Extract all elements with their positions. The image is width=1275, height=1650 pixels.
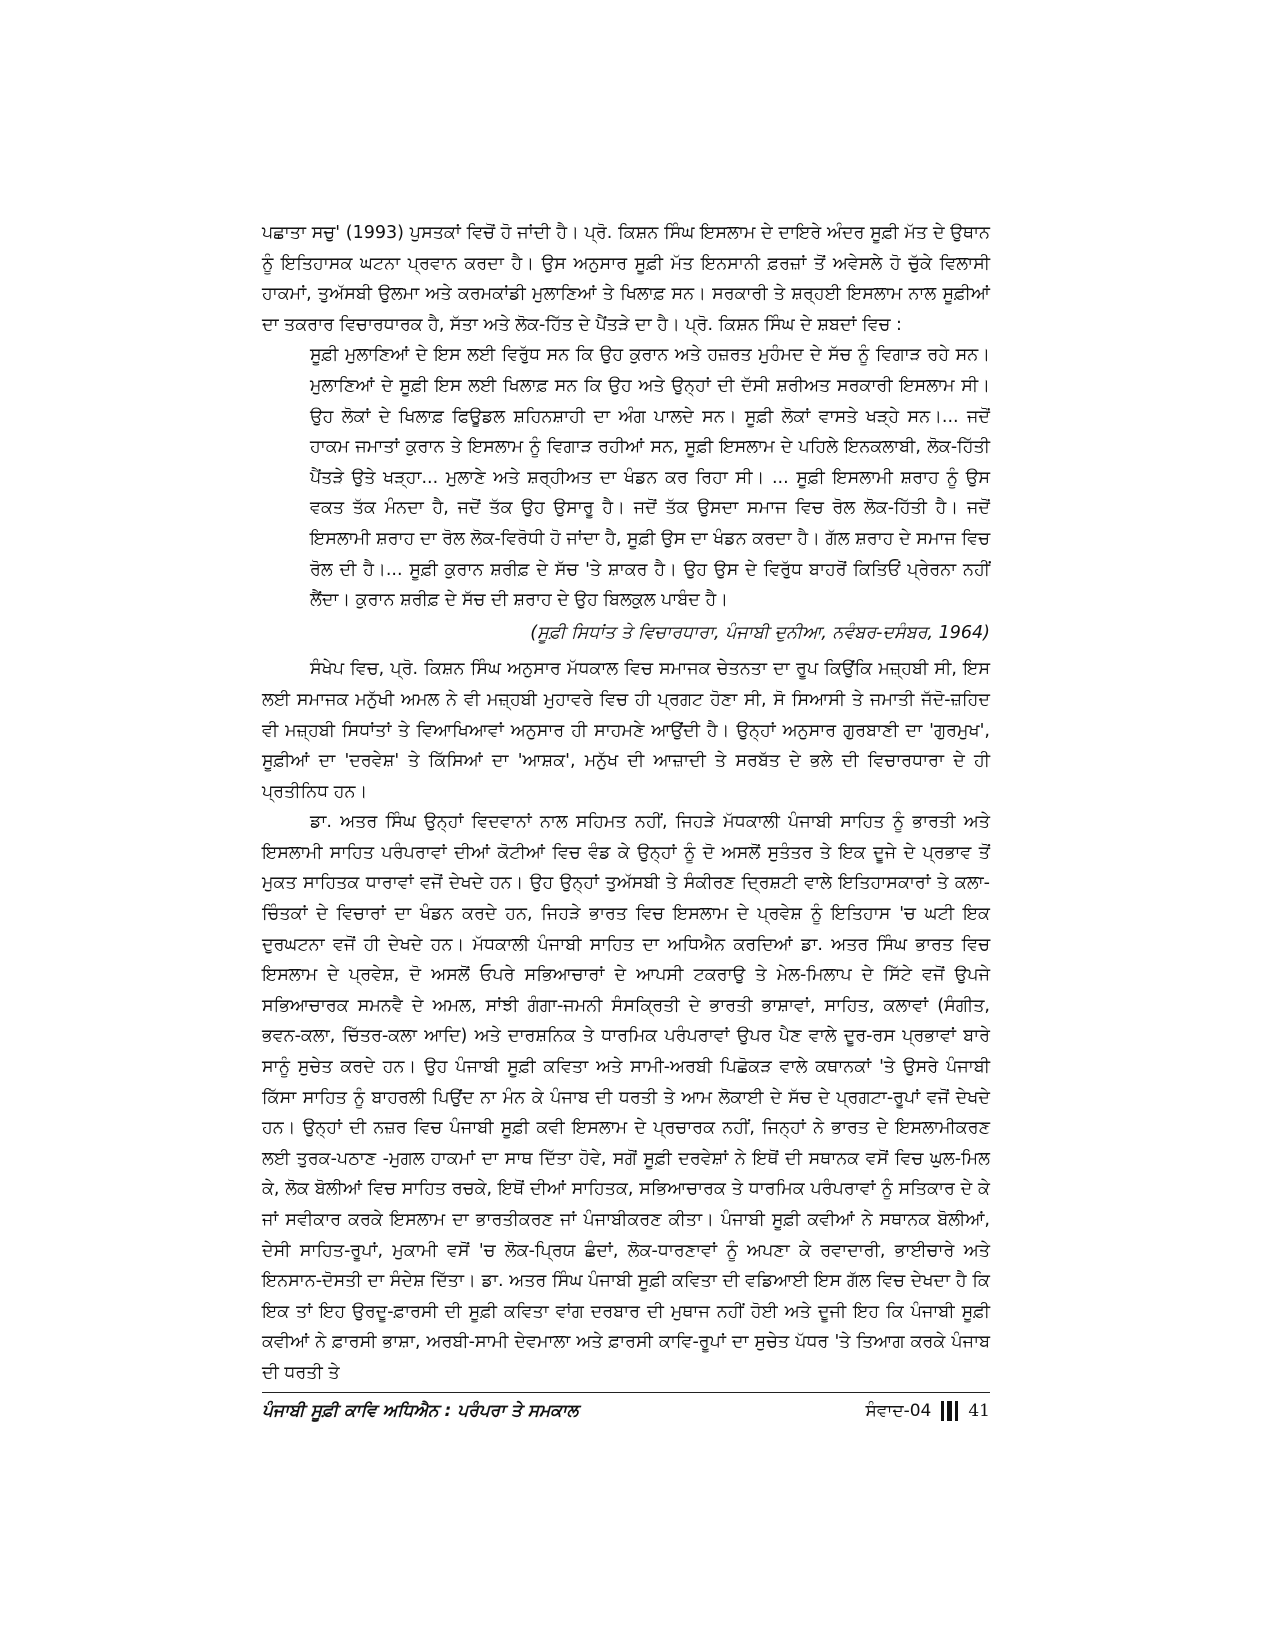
footer-series: ਸੰਵਾਦ-04 <box>865 1401 932 1421</box>
page-number: 41 <box>968 1401 990 1421</box>
block-quote: ਸੂਫ਼ੀ ਮੁਲਾਣਿਆਂ ਦੇ ਇਸ ਲਈ ਵਿਰੁੱਧ ਸਨ ਕਿ ਉਹ ਕੁਰਾਨ ਅਤੇ ਹਜ਼ਰਤ ਮੁਹੰਮਦ ਦੇ ਸੱਚ ਨੂੰ ਵਿਗਾੜ ਰਹੇ ਸਨ। ਮੁਲਾਣਿਆਂ ਦੇ ਸੂਫ਼ੀ ਇਸ ਲਈ ਖਿਲਾਫ਼ ਸਨ ਕਿ ਉਹ ਅਤੇ ਉਨ੍ਹਾਂ ਦੀ ਦੱਸੀ ਸ਼ਰੀਅਤ ਸਰਕਾਰੀ ਇਸਲਾਮ ਸੀ। ਉਹ ਲੋਕਾਂ ਦੇ ਖਿਲਾਫ਼ ਫਿਊਡਲ ਸ਼ਹਿਨਸ਼ਾਹੀ ਦਾ ਅੰਗ ਪਾਲਦੇ ਸਨ। ਸੂਫ਼ੀ ਲੋਕਾਂ ਵਾਸਤੇ ਖੜ੍ਹੇ ਸਨ।... ਜਦੋਂ ਹਾਕਮ ਜਮਾਤਾਂ ਕੁਰਾਨ ਤੇ ਇਸਲਾਮ ਨੂੰ ਵਿਗਾੜ ਰਹੀਆਂ ਸਨ, ਸੂਫ਼ੀ ਇਸਲਾਮ ਦੇ ਪਹਿਲੇ ਇਨਕਲਾਬੀ, ਲੋਕ-ਹਿੱਤੀ ਪੈਂਤੜੇ ਉਤੇ ਖੜ੍ਹਾ... ਮੁਲਾਣੇ ਅਤੇ ਸ਼ਰ੍ਹੀਅਤ ਦਾ ਖੰਡਨ ਕਰ ਰਿਹਾ ਸੀ। ... ਸੂਫ਼ੀ ਇਸਲਾਮੀ ਸ਼ਰਾਹ ਨੂੰ ਉਸ ਵਕਤ ਤੱਕ ਮੰਨਦਾ ਹੈ, ਜਦੋਂ ਤੱਕ ਉਹ ਉਸਾਰੂ ਹੈ। ਜਦੋਂ ਤੱਕ ਉਸਦਾ ਸਮਾਜ ਵਿਚ ਰੋਲ ਲੋਕ-ਹਿੱਤੀ ਹੈ। ਜਦੋਂ ਇਸਲਾਮੀ ਸ਼ਰਾਹ ਦਾ ਰੋਲ ਲੋਕ-ਵਿਰੋਧੀ ਹੋ ਜਾਂਦਾ ਹੈ, ਸੂਫ਼ੀ ਉਸ ਦਾ ਖੰਡਨ ਕਰਦਾ ਹੈ। ਗੱਲ ਸ਼ਰਾਹ ਦੇ ਸਮਾਜ ਵਿਚ ਰੋਲ ਦੀ ਹੈ।... ਸੂਫ਼ੀ ਕੁਰਾਨ ਸ਼ਰੀਫ਼ ਦੇ ਸੱਚ 'ਤੇ ਸ਼ਾਕਰ ਹੈ। ਉਹ ਉਸ ਦੇ ਵਿਰੁੱਧ ਬਾਹਰੋਂ ਕਿਤਿਓਂ ਪ੍ਰੇਰਨਾ ਨਹੀਂ ਲੈਂਦਾ। ਕੁਰਾਨ ਸ਼ਰੀਫ਼ ਦੇ ਸੱਚ ਦੀ ਸ਼ਰਾਹ ਦੇ ਉਹ ਬਿਲਕੁਲ ਪਾਬੰਦ ਹੈ। <box>310 345 990 611</box>
page-footer <box>262 1392 990 1421</box>
bars-icon <box>941 1401 958 1421</box>
paragraph-atar-singh: ਡਾ. ਅਤਰ ਸਿੰਘ ਉਨ੍ਹਾਂ ਵਿਦਵਾਨਾਂ ਨਾਲ ਸਹਿਮਤ ਨਹੀਂ, ਜਿਹੜੇ ਮੱਧਕਾਲੀ ਪੰਜਾਬੀ ਸਾਹਿਤ ਨੂੰ ਭਾਰਤੀ ਅਤੇ ਇਸਲਾਮੀ ਸਾਹਿਤ ਪਰੰਪਰਾਵਾਂ ਦੀਆਂ ਕੋਟੀਆਂ ਵਿਚ ਵੰਡ ਕੇ ਉਨ੍ਹਾਂ ਨੂੰ ਦੋ ਅਸਲੋਂ ਸੁਤੰਤਰ ਤੇ ਇਕ ਦੂਜੇ ਦੇ ਪ੍ਰਭਾਵ ਤੋਂ ਮੁਕਤ ਸਾਹਿਤਕ ਧਾਰਾਵਾਂ ਵਜੋਂ ਦੇਖਦੇ ਹਨ। ਉਹ ਉਨ੍ਹਾਂ ਤੁਅੱਸਬੀ ਤੇ ਸੰਕੀਰਣ ਦ੍ਰਿਸ਼ਟੀ ਵਾਲੇ ਇਤਿਹਾਸਕਾਰਾਂ ਤੇ ਕਲਾ-ਚਿੰਤਕਾਂ ਦੇ ਵਿਚਾਰਾਂ ਦਾ ਖੰਡਨ ਕਰਦੇ ਹਨ, ਜਿਹੜੇ ਭਾਰਤ ਵਿਚ ਇਸਲਾਮ ਦੇ ਪ੍ਰਵੇਸ਼ ਨੂੰ ਇਤਿਹਾਸ 'ਚ ਘਟੀ ਇਕ ਦੁਰਘਟਨਾ ਵਜੋਂ ਹੀ ਦੇਖਦੇ ਹਨ। ਮੱਧਕਾਲੀ ਪੰਜਾਬੀ ਸਾਹਿਤ ਦਾ ਅਧਿਐਨ ਕਰਦਿਆਂ ਡਾ. ਅਤਰ ਸਿੰਘ ਭਾਰਤ ਵਿਚ ਇਸਲਾਮ ਦੇ ਪ੍ਰਵੇਸ਼, ਦੋ ਅਸਲੋਂ ਓਪਰੇ ਸਭਿਆਚਾਰਾਂ ਦੇ ਆਪਸੀ ਟਕਰਾਉ ਤੇ ਮੇਲ-ਮਿਲਾਪ ਦੇ ਸਿੱਟੇ ਵਜੋਂ ਉਪਜੇ ਸਭਿਆਚਾਰਕ ਸਮਨਵੈ ਦੇ ਅਮਲ, ਸਾਂਝੀ ਗੰਗਾ-ਜਮਨੀ ਸੰਸਕ੍ਰਿਤੀ ਦੇ ਭਾਰਤੀ ਭਾਸ਼ਾਵਾਂ, ਸਾਹਿਤ, ਕਲਾਵਾਂ (ਸੰਗੀਤ, ਭਵਨ-ਕਲਾ, ਚਿੱਤਰ-ਕਲਾ ਆਦਿ) ਅਤੇ ਦਾਰਸ਼ਨਿਕ ਤੇ ਧਾਰਮਿਕ ਪਰੰਪਰਾਵਾਂ ਉਪਰ ਪੈਣ ਵਾਲੇ ਦੂਰ-ਰਸ ਪ੍ਰਭਾਵਾਂ ਬਾਰੇ ਸਾਨੂੰ ਸੁਚੇਤ ਕਰਦੇ ਹਨ। ਉਹ ਪੰਜਾਬੀ ਸੂਫ਼ੀ ਕਵਿਤਾ ਅਤੇ ਸਾਮੀ-ਅਰਬੀ ਪਿਛੋਕੜ ਵਾਲੇ ਕਥਾਨਕਾਂ 'ਤੇ ਉਸਰੇ ਪੰਜਾਬੀ ਕਿੱਸਾ ਸਾਹਿਤ ਨੂੰ ਬਾਹਰਲੀ ਪਿਉਂਦ ਨਾ ਮੰਨ ਕੇ ਪੰਜਾਬ ਦੀ ਧਰਤੀ ਤੇ ਆਮ ਲੋਕਾਈ ਦੇ ਸੱਚ ਦੇ ਪ੍ਰਗਟਾ-ਰੂਪਾਂ ਵਜੋਂ ਦੇਖਦੇ ਹਨ। ਉਨ੍ਹਾਂ ਦੀ ਨਜ਼ਰ ਵਿਚ ਪੰਜਾਬੀ ਸੂਫ਼ੀ ਕਵੀ ਇਸਲਾਮ ਦੇ ਪ੍ਰਚਾਰਕ ਨਹੀਂ, ਜਿਨ੍ਹਾਂ ਨੇ ਭਾਰਤ ਦੇ ਇਸਲਾਮੀਕਰਣ ਲਈ ਤੁਰਕ-ਪਠਾਣ -ਮੁਗਲ ਹਾਕਮਾਂ ਦਾ ਸਾਥ ਦਿੱਤਾ ਹੋਵੇ, ਸਗੋਂ ਸੂਫ਼ੀ ਦਰਵੇਸ਼ਾਂ ਨੇ ਇਥੋਂ ਦੀ ਸਥਾਨਕ ਵਸੋਂ ਵਿਚ ਘੁਲ-ਮਿਲ ਕੇ, ਲੋਕ ਬੋਲੀਆਂ ਵਿਚ ਸਾਹਿਤ ਰਚਕੇ, ਇਥੋਂ ਦੀਆਂ ਸਾਹਿਤਕ, ਸਭਿਆਚਾਰਕ ਤੇ ਧਾਰਮਿਕ ਪਰੰਪਰਾਵਾਂ ਨੂੰ ਸਤਿਕਾਰ ਦੇ ਕੇ ਜਾਂ ਸਵੀਕਾਰ ਕਰਕੇ ਇਸਲਾਮ ਦਾ ਭਾਰਤੀਕਰਣ ਜਾਂ ਪੰਜਾਬੀਕਰਣ ਕੀਤਾ। ਪੰਜਾਬੀ ਸੂਫ਼ੀ ਕਵੀਆਂ ਨੇ ਸਥਾਨਕ ਬੋਲੀਆਂ, ਦੇਸੀ ਸਾਹਿਤ-ਰੂਪਾਂ, ਮੁਕਾਮੀ ਵਸੋਂ 'ਚ ਲੋਕ-ਪ੍ਰਿਯ ਛੰਦਾਂ, ਲੋਕ-ਧਾਰਣਾਵਾਂ ਨੂੰ ਅਪਣਾ ਕੇ ਰਵਾਦਾਰੀ, ਭਾਈਚਾਰੇ ਅਤੇ ਇਨਸਾਨ-ਦੋਸਤੀ ਦਾ ਸੰਦੇਸ਼ ਦਿੱਤਾ। ਡਾ. ਅਤਰ ਸਿੰਘ ਪੰਜਾਬੀ ਸੂਫ਼ੀ ਕਵਿਤਾ ਦੀ ਵਡਿਆਈ ਇਸ ਗੱਲ ਵਿਚ ਦੇਖਦਾ ਹੈ ਕਿ ਇਕ ਤਾਂ ਇਹ ਉਰਦੂ-ਫ਼ਾਰਸੀ ਦੀ ਸੂਫ਼ੀ ਕਵਿਤਾ ਵਾਂਗ ਦਰਬਾਰ ਦੀ ਮੁਥਾਜ ਨਹੀਂ ਹੋਈ ਅਤੇ ਦੂਜੀ ਇਹ ਕਿ ਪੰਜਾਬੀ ਸੂਫ਼ੀ ਕਵੀਆਂ ਨੇ ਫ਼ਾਰਸੀ ਭਾਸ਼ਾ, ਅਰਬੀ-ਸਾਮੀ ਦੇਵਮਾਲਾ ਅਤੇ ਫ਼ਾਰਸੀ ਕਾਵਿ-ਰੂਪਾਂ ਦਾ ਸੁਚੇਤ ਪੱਧਰ 'ਤੇ ਤਿਆਗ ਕਰਕੇ ਪੰਜਾਬ ਦੀ ਧਰਤੀ ਤੇ <box>262 812 990 1383</box>
footer-right-group <box>866 1401 991 1421</box>
page-body <box>262 218 990 1389</box>
paragraph-intro: ਪਛਾਤਾ ਸਚੁ' (1993) ਪੁਸਤਕਾਂ ਵਿਚੋਂ ਹੋ ਜਾਂਦੀ ਹੈ। ਪ੍ਰੋ. ਕਿਸ਼ਨ ਸਿੰਘ ਇਸਲਾਮ ਦੇ ਦਾਇਰੇ ਅੰਦਰ ਸੂਫ਼ੀ ਮੱਤ ਦੇ ਉਥਾਨ ਨੂੰ ਇਤਿਹਾਸਕ ਘਟਨਾ ਪ੍ਰਵਾਨ ਕਰਦਾ ਹੈ। ਉਸ ਅਨੁਸਾਰ ਸੂਫ਼ੀ ਮੱਤ ਇਨਸਾਨੀ ਫ਼ਰਜ਼ਾਂ ਤੋਂ ਅਵੇਸਲੇ ਹੋ ਚੁੱਕੇ ਵਿਲਾਸੀ ਹਾਕਮਾਂ, ਤੁਅੱਸਬੀ ਉਲਮਾ ਅਤੇ ਕਰਮਕਾਂਡੀ ਮੁਲਾਣਿਆਂ ਤੇ ਖਿਲਾਫ਼ ਸਨ। ਸਰਕਾਰੀ ਤੇ ਸ਼ਰ੍ਹਈ ਇਸਲਾਮ ਨਾਲ ਸੂਫ਼ੀਆਂ ਦਾ ਤਕਰਾਰ ਵਿਚਾਰਧਾਰਕ ਹੈ, ਸੱਤਾ ਅਤੇ ਲੋਕ-ਹਿੱਤ ਦੇ ਪੈਂਤੜੇ ਦਾ ਹੈ। ਪ੍ਰੋ. ਕਿਸ਼ਨ ਸਿੰਘ ਦੇ ਸ਼ਬਦਾਂ ਵਿਚ : <box>262 223 990 335</box>
quote-citation: (ਸੂਫ਼ੀ ਸਿਧਾਂਤ ਤੇ ਵਿਚਾਰਧਾਰਾ, ਪੰਜਾਬੀ ਦੁਨੀਆ, ਨਵੰਬਰ-ਦਸੰਬਰ, 1964) <box>530 622 990 643</box>
footer-book-title: ਪੰਜਾਬੀ ਸੂਫ਼ੀ ਕਾਵਿ ਅਧਿਐਨ : ਪਰੰਪਰਾ ਤੇ ਸਮਕਾਲ <box>262 1401 579 1421</box>
paragraph-summary: ਸੰਖੇਪ ਵਿਚ, ਪ੍ਰੋ. ਕਿਸ਼ਨ ਸਿੰਘ ਅਨੁਸਾਰ ਮੱਧਕਾਲ ਵਿਚ ਸਮਾਜਕ ਚੇਤਨਤਾ ਦਾ ਰੂਪ ਕਿਉਂਕਿ ਮਜ਼੍ਹਬੀ ਸੀ, ਇਸ ਲਈ ਸਮਾਜਕ ਮਨੁੱਖੀ ਅਮਲ ਨੇ ਵੀ ਮਜ਼੍ਹਬੀ ਮੁਹਾਵਰੇ ਵਿਚ ਹੀ ਪ੍ਰਗਟ ਹੋਣਾ ਸੀ, ਸੋ ਸਿਆਸੀ ਤੇ ਜਮਾਤੀ ਜੱਦੋ-ਜ਼ਹਿਦ ਵੀ ਮਜ਼੍ਹਬੀ ਸਿਧਾਂਤਾਂ ਤੇ ਵਿਆਖਿਆਵਾਂ ਅਨੁਸਾਰ ਹੀ ਸਾਹਮਣੇ ਆਉਂਦੀ ਹੈ। ਉਨ੍ਹਾਂ ਅਨੁਸਾਰ ਗੁਰਬਾਣੀ ਦਾ 'ਗੁਰਮੁਖ', ਸੂਫ਼ੀਆਂ ਦਾ 'ਦਰਵੇਸ਼' ਤੇ ਕਿੱਸਿਆਂ ਦਾ 'ਆਸ਼ਕ', ਮਨੁੱਖ ਦੀ ਆਜ਼ਾਦੀ ਤੇ ਸਰਬੱਤ ਦੇ ਭਲੇ ਦੀ ਵਿਚਾਰਧਾਰਾ ਦੇ ਹੀ ਪ੍ਰਤੀਨਿਧ ਹਨ। <box>262 659 990 802</box>
